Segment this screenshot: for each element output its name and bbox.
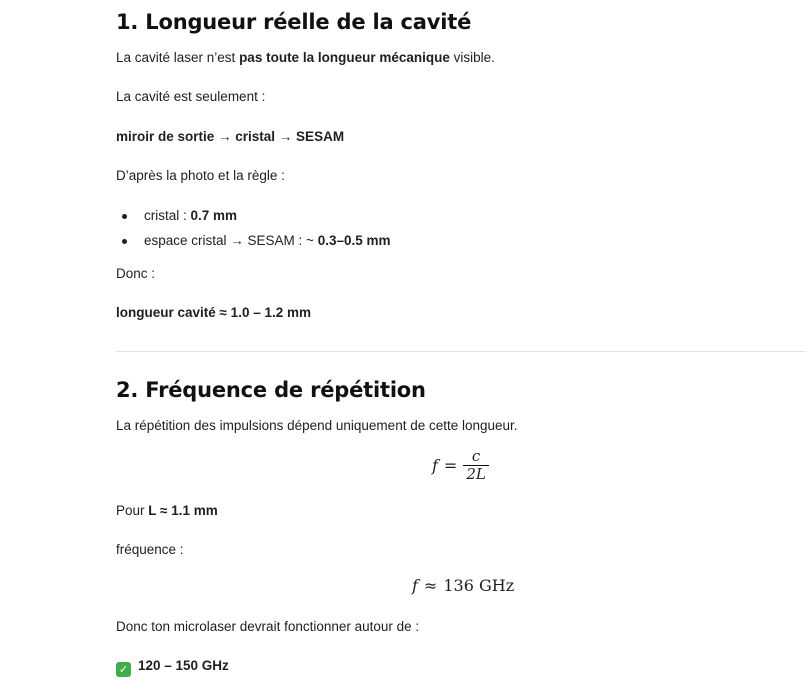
section-2-intro: La répétition des impulsions dépend uniquement de cette longueur. (116, 418, 518, 433)
section-1-heading: 1. Longueur réelle de la cavité (116, 10, 472, 34)
frequency-range (116, 657, 229, 677)
result-value: 136 GHz (443, 576, 515, 595)
conclusion-text: Donc ton microlaser devrait fonctionner autour de : (116, 619, 420, 634)
result-lhs: f (412, 576, 418, 595)
list-item (116, 232, 391, 250)
intro-text-end: visible. (449, 50, 495, 65)
photo-text: D’après la photo et la règle : (116, 168, 285, 183)
formula-fraction (463, 448, 489, 483)
pour-text (116, 502, 218, 520)
bullet-label: cristal : (144, 208, 191, 223)
result-approx: ≈ (423, 576, 438, 595)
only-text: La cavité est seulement : (116, 89, 266, 104)
cavity-length-bold: longueur cavité ≈ 1.0 – 1.2 mm (116, 305, 311, 320)
intro-bold: pas toute la longueur mécanique (239, 50, 450, 65)
cavity-length-result (116, 304, 311, 322)
cavity-chain-bold: miroir de sortie → cristal → SESAM (116, 129, 345, 144)
formula-lhs: f (432, 456, 438, 475)
bullet-value: 0.3–0.5 mm (317, 233, 391, 248)
section-divider (116, 351, 805, 352)
list-item (116, 207, 391, 225)
cavity-chain (116, 128, 344, 146)
section-2-heading: 2. Fréquence de répétition (116, 378, 426, 402)
frequency-range-bold: 120 – 150 GHz (138, 658, 229, 673)
formula-equals: = (443, 456, 458, 475)
section-1-intro (116, 49, 495, 67)
frequency-result-formula (412, 576, 514, 595)
intro-text: La cavité laser n’est (116, 50, 240, 65)
donc-text: Donc : (116, 266, 156, 281)
frequency-formula (432, 448, 489, 483)
pour-label: Pour (116, 503, 149, 518)
formula-numerator: c (471, 447, 481, 465)
bullet-value: 0.7 mm (190, 208, 238, 223)
formula-denominator: 2L (466, 465, 486, 483)
pour-value: L ≈ 1.1 mm (148, 503, 218, 518)
measurement-list (116, 207, 391, 250)
bullet-label: espace cristal → SESAM : ~ (144, 233, 318, 248)
frequency-label: fréquence : (116, 542, 184, 557)
check-icon: ✓ (116, 662, 131, 677)
